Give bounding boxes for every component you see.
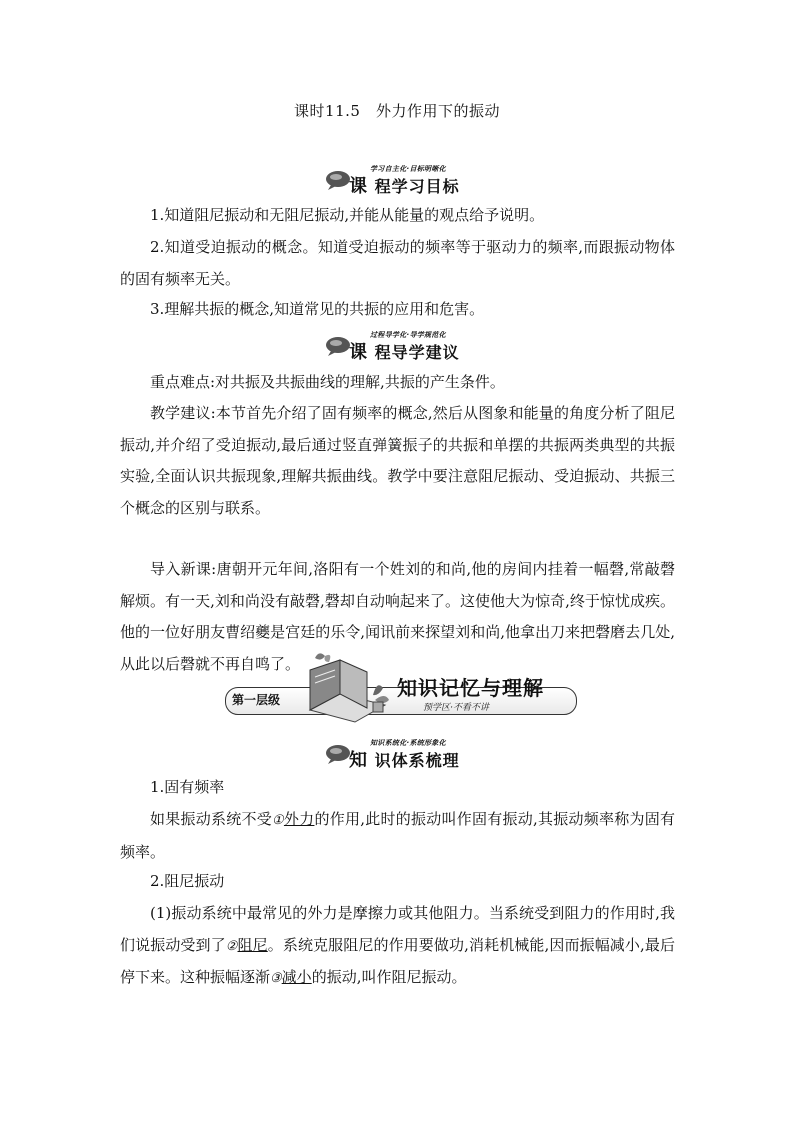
answer-marker: ② bbox=[225, 938, 238, 954]
banner-title: 知识记忆与理解 bbox=[397, 676, 544, 700]
knowledge-heading: 1.固有频率 bbox=[150, 778, 225, 796]
level-banner bbox=[225, 650, 575, 725]
goal-item: 1.知道阻尼振动和无阻尼振动,并能从能量的观点给予说明。 bbox=[150, 206, 545, 224]
lesson-title: 课时11.5 外力作用下的振动 bbox=[294, 102, 500, 120]
speech-bubble-icon bbox=[325, 336, 351, 356]
lesson-intro: 导入新课:唐朝开元年间,洛阳有一个姓刘的和尚,他的房间内挂着一幅磬,常敲磬解烦。有一天,刘和尚没有敲磬,磬却自动响起来了。这使他大为惊奇,终于惊忧成疾。他的一位好朋友曹绍夔是宫廷的乐令,闻讯前来探望刘和尚,他拿出刀来把磬磨去几处,从此以后磬就不再自鸣了。 bbox=[120, 560, 675, 673]
fill-answer: 外力 bbox=[283, 810, 315, 828]
fill-answer: 减小 bbox=[281, 968, 312, 986]
answer-marker: ③ bbox=[270, 971, 282, 986]
teaching-advice: 教学建议:本节首先介绍了固有频率的概念,然后从图象和能量的角度分析了阻尼振动,并介绍了受迫振动,最后通过竖直弹簧振子的共振和单摆的共振两类典型的共振实验,全面认识共振现象,理解共振曲线。教学中要注意阻尼振动、受迫振动、共振三个概念的区别与联系。 bbox=[120, 404, 675, 517]
section-subtitle: 过程导学化·导学规范化 bbox=[370, 331, 446, 339]
speech-bubble-icon bbox=[325, 170, 351, 190]
knowledge-paragraph: 如果振动系统不受①外力的作用,此时的振动叫作固有振动,其振动频率称为固有频率。 bbox=[120, 810, 675, 861]
book-icon bbox=[295, 650, 395, 725]
goal-item: 2.知道受迫振动的概念。知道受迫振动的频率等于驱动力的频率,而跟振动物体的固有频率无关。 bbox=[120, 238, 675, 288]
section-header-knowledge bbox=[325, 738, 475, 770]
knowledge-heading: 2.阻尼振动 bbox=[150, 872, 225, 890]
answer-marker: ① bbox=[272, 813, 284, 828]
banner-subtitle: 预学区·不看不讲 bbox=[423, 703, 489, 713]
section-subtitle: 学习自主化·目标明晰化 bbox=[370, 165, 446, 173]
section-header-learning-goals bbox=[325, 164, 475, 196]
section-subtitle: 知识系统化·系统形象化 bbox=[370, 739, 446, 747]
section-header-guidance bbox=[325, 330, 475, 362]
section-title: 知 识体系梳理 bbox=[349, 750, 460, 771]
banner-level: 第一层级 bbox=[232, 693, 281, 707]
section-title: 课 程学习目标 bbox=[349, 176, 460, 197]
fill-answer: 阻尼 bbox=[237, 935, 268, 954]
key-points: 重点难点:对共振及共振曲线的理解,共振的产生条件。 bbox=[150, 373, 505, 391]
goal-item: 3.理解共振的概念,知道常见的共振的应用和危害。 bbox=[150, 300, 485, 318]
section-title: 课 程导学建议 bbox=[349, 342, 460, 363]
knowledge-paragraph: (1)振动系统中最常见的外力是摩擦力或其他阻力。当系统受到阻力的作用时,我们说振动受到了②阻尼。系统克服阻尼的作用要做功,消耗机械能,因而振幅减小,最后停下来。这种振幅逐渐③减小的振动,叫作阻尼振动。 bbox=[120, 904, 675, 986]
speech-bubble-icon bbox=[325, 744, 351, 764]
